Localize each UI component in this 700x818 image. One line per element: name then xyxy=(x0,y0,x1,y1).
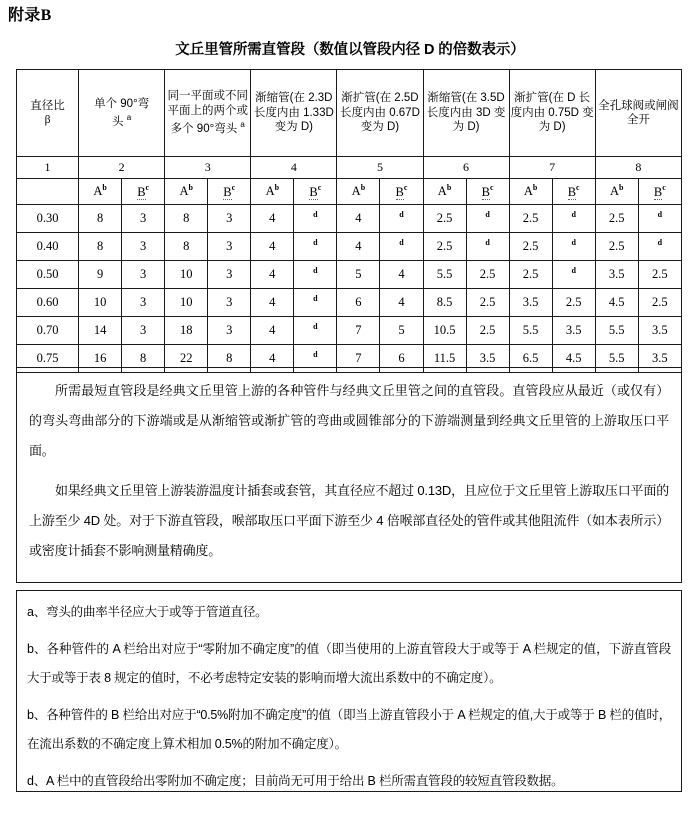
cell-beta: 0.50 xyxy=(17,261,79,289)
cell-beta: 0.60 xyxy=(17,289,79,317)
cell-value: 3 xyxy=(208,317,251,345)
cell-value: 4 xyxy=(251,345,294,373)
cell-value: 2.5 xyxy=(638,289,681,317)
cell-value: 8.5 xyxy=(423,289,466,317)
subheader-a-7: $A^b$ xyxy=(595,179,638,205)
cell-value: 3 xyxy=(208,205,251,233)
cell-value: 8 xyxy=(165,205,208,233)
cell-value: 14 xyxy=(79,317,122,345)
cell-value: 3.5 xyxy=(638,317,681,345)
cell-value: 3 xyxy=(122,261,165,289)
cell-value: 7 xyxy=(337,345,380,373)
cell-value: 5.5 xyxy=(509,317,552,345)
cell-value: 2.5 xyxy=(595,205,638,233)
cell-value: 4 xyxy=(251,317,294,345)
table-title: 文丘里管所需直管段（数值以管段内径 D 的倍数表示） xyxy=(175,42,525,58)
cell-value: 9 xyxy=(79,261,122,289)
subheader-a-1: $A^b$ xyxy=(79,179,122,205)
cell-value: d xyxy=(552,205,595,233)
column-header-expander-d: 渐扩管(在 D 长度内由 0.75D 变为 D) xyxy=(509,70,595,157)
cell-value: 2.5 xyxy=(466,317,509,345)
ab-subheader-blank xyxy=(17,179,79,205)
cell-value: 2.5 xyxy=(423,205,466,233)
column-header-ball-valve: 全孔球阀或闸阀全开 xyxy=(595,70,681,157)
subheader-b-6: $B^c$ xyxy=(552,179,595,205)
cell-value: 5 xyxy=(337,261,380,289)
column-number-row xyxy=(17,157,682,179)
cell-value: 10 xyxy=(79,289,122,317)
column-header-expander-25d: 渐扩管(在 2.5D 长度内由 0.67D 变为 D) xyxy=(337,70,423,157)
note-paragraph-2: 如果经典文丘里管上游装游温度计插套或套管，其直径应不超过 0.13D，且应位于文丘里管上游取压口平面的上游至少 4D 处。对于下游直管段，喉部取压口平面下游至少 4 倍喉部直径处的管件或其他阻流件（如本表所示）或密度计插套不影响测量精确度。 xyxy=(29,483,669,558)
cell-value: 6.5 xyxy=(509,345,552,373)
cell-value: 5.5 xyxy=(595,345,638,373)
cell-value: 2.5 xyxy=(423,233,466,261)
cell-value: d xyxy=(638,205,681,233)
column-header-single-elbow: 单个 90°弯 头 $^a$ xyxy=(79,70,165,157)
subheader-b-1: $B^c$ xyxy=(122,179,165,205)
notes-box xyxy=(16,367,682,583)
table-row xyxy=(17,233,682,261)
cell-value: 4 xyxy=(380,289,423,317)
column-number-6: 6 xyxy=(423,157,509,179)
cell-value: 2.5 xyxy=(509,205,552,233)
table-row xyxy=(17,317,682,345)
cell-value: 10 xyxy=(165,261,208,289)
table-header-row xyxy=(17,70,682,157)
column-number-4: 4 xyxy=(251,157,337,179)
cell-beta: 0.40 xyxy=(17,233,79,261)
cell-value: d xyxy=(294,345,337,373)
cell-value: 22 xyxy=(165,345,208,373)
cell-value: 2.5 xyxy=(509,233,552,261)
cell-value: 4 xyxy=(251,261,294,289)
cell-value: 5.5 xyxy=(595,317,638,345)
cell-value: d xyxy=(294,261,337,289)
column-header-reducer-35d: 渐缩管(在 3.5D 长度内由 3D 变为 D) xyxy=(423,70,509,157)
cell-value: 2.5 xyxy=(466,261,509,289)
column-number-8: 8 xyxy=(595,157,681,179)
cell-value: 3 xyxy=(122,289,165,317)
subheader-a-6: $A^b$ xyxy=(509,179,552,205)
cell-value: 3 xyxy=(122,233,165,261)
cell-value: 2.5 xyxy=(509,261,552,289)
cell-value: d xyxy=(380,233,423,261)
cell-value: 10 xyxy=(165,289,208,317)
subheader-a-4: $A^b$ xyxy=(337,179,380,205)
cell-value: 6 xyxy=(337,289,380,317)
cell-value: 11.5 xyxy=(423,345,466,373)
cell-value: 3.5 xyxy=(509,289,552,317)
cell-value: 3.5 xyxy=(552,317,595,345)
cell-value: 4 xyxy=(251,233,294,261)
cell-value: 4 xyxy=(251,205,294,233)
cell-value: 3.5 xyxy=(638,345,681,373)
subheader-b-5: $B^c$ xyxy=(466,179,509,205)
column-header-beta: 直径比 β xyxy=(17,70,79,157)
cell-value: d xyxy=(466,233,509,261)
column-header-multi-elbow: 同一平面或不同平面上的两个或多个 90°弯头 $^a$ xyxy=(165,70,251,157)
cell-value: d xyxy=(294,317,337,345)
cell-beta: 0.70 xyxy=(17,317,79,345)
note-paragraph-1: 所需最短直管段是经典文丘里管上游的各种管件与经典文丘里管之间的直管段。直管段应从最近（或仅有）的弯头弯曲部分的下游端或是从渐缩管或渐扩管的弯曲或圆锥部分的下游端测量到经典文丘里管的上游取压口平面。 xyxy=(29,383,669,458)
cell-value: 3 xyxy=(208,233,251,261)
column-number-2: 2 xyxy=(79,157,165,179)
cell-value: 3 xyxy=(208,289,251,317)
cell-value: d xyxy=(294,289,337,317)
cell-value: d xyxy=(552,233,595,261)
cell-value: 8 xyxy=(208,345,251,373)
cell-value: 4 xyxy=(251,289,294,317)
table-row xyxy=(17,289,682,317)
column-header-reducer-23d: 渐缩管(在 2.3D 长度内由 1.33D 变为 D) xyxy=(251,70,337,157)
subheader-b-2: $B^c$ xyxy=(208,179,251,205)
cell-beta: 0.30 xyxy=(17,205,79,233)
footnote-c: b、各种管件的 B 栏给出对应于“0.5%附加不确定度”的值（即当上游直管段小于 A 栏规定的值,大于或等于 B 栏的值时，在流出系数的不确定度上算术相加 0.5%的附加不确定度）。 xyxy=(27,708,671,751)
cell-value: 3.5 xyxy=(595,261,638,289)
cell-value: 2.5 xyxy=(638,261,681,289)
straight-pipe-table-wrapper xyxy=(16,69,682,373)
cell-value: 8 xyxy=(79,205,122,233)
cell-value: d xyxy=(294,233,337,261)
footnote-a: a、弯头的曲率半径应大于或等于管道直径。 xyxy=(27,605,268,619)
cell-value: d xyxy=(466,205,509,233)
cell-value: d xyxy=(552,261,595,289)
cell-value: 16 xyxy=(79,345,122,373)
footnotes-box xyxy=(16,590,682,792)
subheader-b-4: $B^c$ xyxy=(380,179,423,205)
subheader-b-3: $B^c$ xyxy=(294,179,337,205)
column-number-5: 5 xyxy=(337,157,423,179)
footnote-d: d、A 栏中的直管段给出零附加不确定度；目前尚无可用于给出 B 栏所需直管段的较短直管段数据。 xyxy=(27,774,564,788)
cell-value: 2.5 xyxy=(552,289,595,317)
table-row xyxy=(17,205,682,233)
cell-value: 4.5 xyxy=(595,289,638,317)
cell-value: 4.5 xyxy=(552,345,595,373)
subheader-b-7: $B^c$ xyxy=(638,179,681,205)
cell-value: 4 xyxy=(337,233,380,261)
subheader-a-2: $A^b$ xyxy=(165,179,208,205)
cell-value: 6 xyxy=(380,345,423,373)
cell-value: 5 xyxy=(380,317,423,345)
column-number-7: 7 xyxy=(509,157,595,179)
cell-value: 3 xyxy=(122,205,165,233)
subheader-a-5: $A^b$ xyxy=(423,179,466,205)
column-number-1: 1 xyxy=(17,157,79,179)
cell-value: 3.5 xyxy=(466,345,509,373)
column-number-3: 3 xyxy=(165,157,251,179)
cell-value: 8 xyxy=(79,233,122,261)
subheader-a-3: $A^b$ xyxy=(251,179,294,205)
cell-value: 2.5 xyxy=(595,233,638,261)
cell-value: 5.5 xyxy=(423,261,466,289)
cell-value: d xyxy=(380,205,423,233)
straight-pipe-table xyxy=(16,69,682,373)
ab-subheader-row xyxy=(17,179,682,205)
cell-value: 18 xyxy=(165,317,208,345)
cell-value: 10.5 xyxy=(423,317,466,345)
appendix-heading: 附录B xyxy=(8,7,52,24)
cell-value: d xyxy=(638,233,681,261)
cell-value: 3 xyxy=(208,261,251,289)
cell-value: 4 xyxy=(337,205,380,233)
cell-value: 8 xyxy=(165,233,208,261)
cell-value: 2.5 xyxy=(466,289,509,317)
cell-value: 8 xyxy=(122,345,165,373)
cell-value: 3 xyxy=(122,317,165,345)
footnote-b: b、各种管件的 A 栏给出对应于“零附加不确定度”的值（即当使用的上游直管段大于或等于 A 栏规定的值，下游直管段大于或等于表 8 规定的值时，不必考虑特定安装的影响而增大流出系数中的不确定度）。 xyxy=(27,642,671,685)
cell-beta: 0.75 xyxy=(17,345,79,373)
cell-value: 4 xyxy=(380,261,423,289)
table-row xyxy=(17,261,682,289)
cell-value: d xyxy=(294,205,337,233)
cell-value: 7 xyxy=(337,317,380,345)
